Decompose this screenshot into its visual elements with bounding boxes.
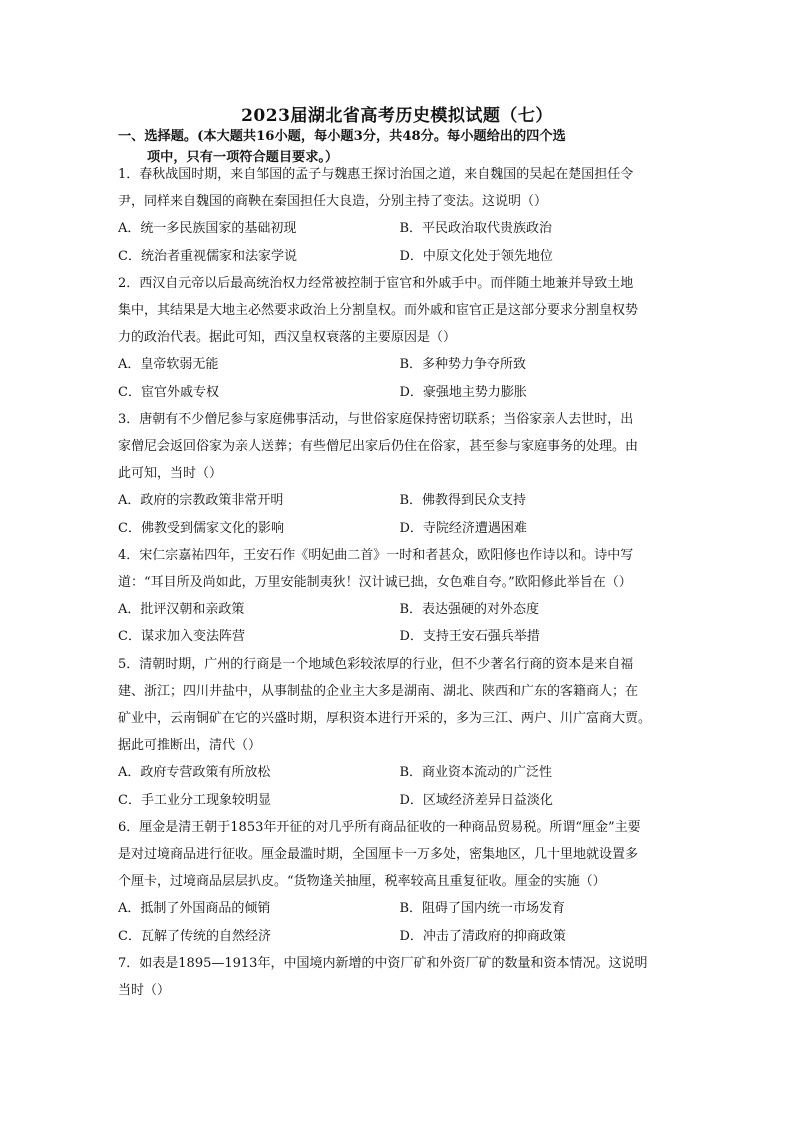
question-stem <box>118 406 681 488</box>
answer-options <box>118 487 681 541</box>
question-block <box>118 406 681 542</box>
question-line: 4．宋仁宗嘉祐四年，王安石作《明妃曲二首》一时和者甚众，欧阳修也作诗以和。诗中写 <box>118 547 634 563</box>
question-line: 建、浙江；四川井盐中，从事制盐的企业主大多是湖南、湖北、陕西和广东的客籍商人；在 <box>118 683 639 699</box>
answer-option: B．佛教得到民众支持 <box>399 493 527 509</box>
question-block <box>118 270 681 406</box>
question-line: 3．唐朝有不少僧尼参与家庭佛事活动，与世俗家庭保持密切联系；当俗家亲人去世时，出 <box>118 411 634 427</box>
answer-option: A．政府的宗教政策非常开明 <box>118 493 284 509</box>
question-line: 家僧尼会返回俗家为亲人送葬；有些僧尼出家后仍住在俗家，甚至参与家庭事务的处理。由 <box>118 439 639 455</box>
answer-option: B．表达强硬的对外态度 <box>399 602 540 618</box>
answer-option: D．豪强地主势力膨胀 <box>399 384 527 400</box>
question-stem <box>118 950 681 1004</box>
answer-options <box>118 895 681 949</box>
answer-option: C．佛教受到儒家文化的影响 <box>118 520 284 536</box>
answer-option: B．商业资本流动的广泛性 <box>399 765 553 781</box>
answer-option: B．阻碍了国内统一市场发育 <box>399 901 566 917</box>
answer-option: A．政府专营政策有所放松 <box>118 765 271 781</box>
question-stem <box>118 270 681 352</box>
question-stem <box>118 542 681 596</box>
question-block <box>118 950 681 1004</box>
answer-options <box>118 215 681 269</box>
answer-option: D．支持王安石强兵举措 <box>399 629 540 645</box>
answer-option: D．中原文化处于领先地位 <box>399 248 553 264</box>
answer-option: C．谋求加入变法阵营 <box>118 629 245 645</box>
answer-option: D．区域经济差异日益淡化 <box>399 792 553 808</box>
question-block <box>118 161 681 270</box>
section-title: 一、选择题。(本大题共16小题，每小题3分，共48分。每小题给出的四个选 <box>118 129 566 144</box>
question-line: 此可知，当时（） <box>118 466 223 482</box>
question-block <box>118 651 681 814</box>
answer-option: A．皇帝软弱无能 <box>118 357 219 373</box>
question-line: 6．厘金是清王朝于1853年开征的对几乎所有商品征收的一种商品贸易税。所谓“厘金”主要 <box>118 819 641 835</box>
question-line: 尹，同样来自魏国的商鞅在秦国担任大良造，分别主持了变法。这说明（） <box>118 194 548 210</box>
answer-options <box>118 759 681 813</box>
question-line: 个厘卡，过境商品层层扒皮。“货物逢关抽厘，税率较高且重复征收。厘金的实施（） <box>118 874 606 890</box>
answer-option: A．统一多民族国家的基础初现 <box>118 221 297 237</box>
question-stem <box>118 814 681 896</box>
question-stem <box>118 651 681 760</box>
question-line: 据此可推断出，清代（） <box>118 738 262 754</box>
question-line: 2．西汉自元帝以后最高统治权力经常被控制于宦官和外戚手中。而伴随土地兼并导致土地 <box>118 275 634 291</box>
question-list <box>118 161 681 1004</box>
question-block <box>118 542 681 651</box>
question-line: 5．清朝时期，广州的行商是一个地域色彩较浓厚的行业，但不少著名行商的资本是来自福 <box>118 656 634 672</box>
answer-option: D．冲击了清政府的抑商政策 <box>399 928 566 944</box>
question-line: 7．如表是1895—1913年，中国境内新增的中资厂矿和外资厂矿的数量和资本情况。这说明 <box>118 955 648 971</box>
answer-option: B．平民政治取代贵族政治 <box>399 221 553 237</box>
question-line: 力的政治代表。据此可知，西汉皇权衰落的主要原因是（） <box>118 330 457 346</box>
answer-option: A．抵制了外国商品的倾销 <box>118 901 271 917</box>
question-block <box>118 814 681 950</box>
answer-option: D．寺院经济遭遇困难 <box>399 520 527 536</box>
answer-options <box>118 596 681 650</box>
answer-option: C．统治者重视儒家和法家学说 <box>118 248 297 264</box>
answer-option: B．多种势力争夺所致 <box>399 357 527 373</box>
answer-option: A．批评汉朝和亲政策 <box>118 602 245 618</box>
answer-option: C．瓦解了传统的自然经济 <box>118 928 271 944</box>
page-title: 2023届湖北省高考历史模拟试题（七） <box>241 106 553 126</box>
question-line: 当时（） <box>118 983 171 999</box>
answer-option: C．宦官外戚专权 <box>118 384 219 400</box>
question-line: 道：“耳目所及尚如此，万里安能制夷狄！汉计诚已拙，女色难自夸。”欧阳修此举旨在（） <box>118 575 632 591</box>
question-line: 矿业中，云南铜矿在它的兴盛时期，厚积资本进行开采的，多为三江、两户、川广富商大贾。 <box>118 711 652 727</box>
question-stem <box>118 161 681 215</box>
answer-option: C．手工业分工现象较明显 <box>118 792 271 808</box>
question-line: 是对过境商品进行征收。厘金最滥时期，全国厘卡一万多处，密集地区，几十里地就设置多 <box>118 847 639 863</box>
answer-options <box>118 351 681 405</box>
question-line: 集中，其结果是大地主必然要求政治上分割皇权。而外戚和宦官正是这部分要求分割皇权势 <box>118 303 639 319</box>
section-title-continuation: 项中，只有一项符合题目要求。） <box>147 150 339 165</box>
question-line: 1．春秋战国时期，来自邹国的孟子与魏惠王探讨治国之道，来自魏国的吴起在楚国担任令 <box>118 167 634 182</box>
